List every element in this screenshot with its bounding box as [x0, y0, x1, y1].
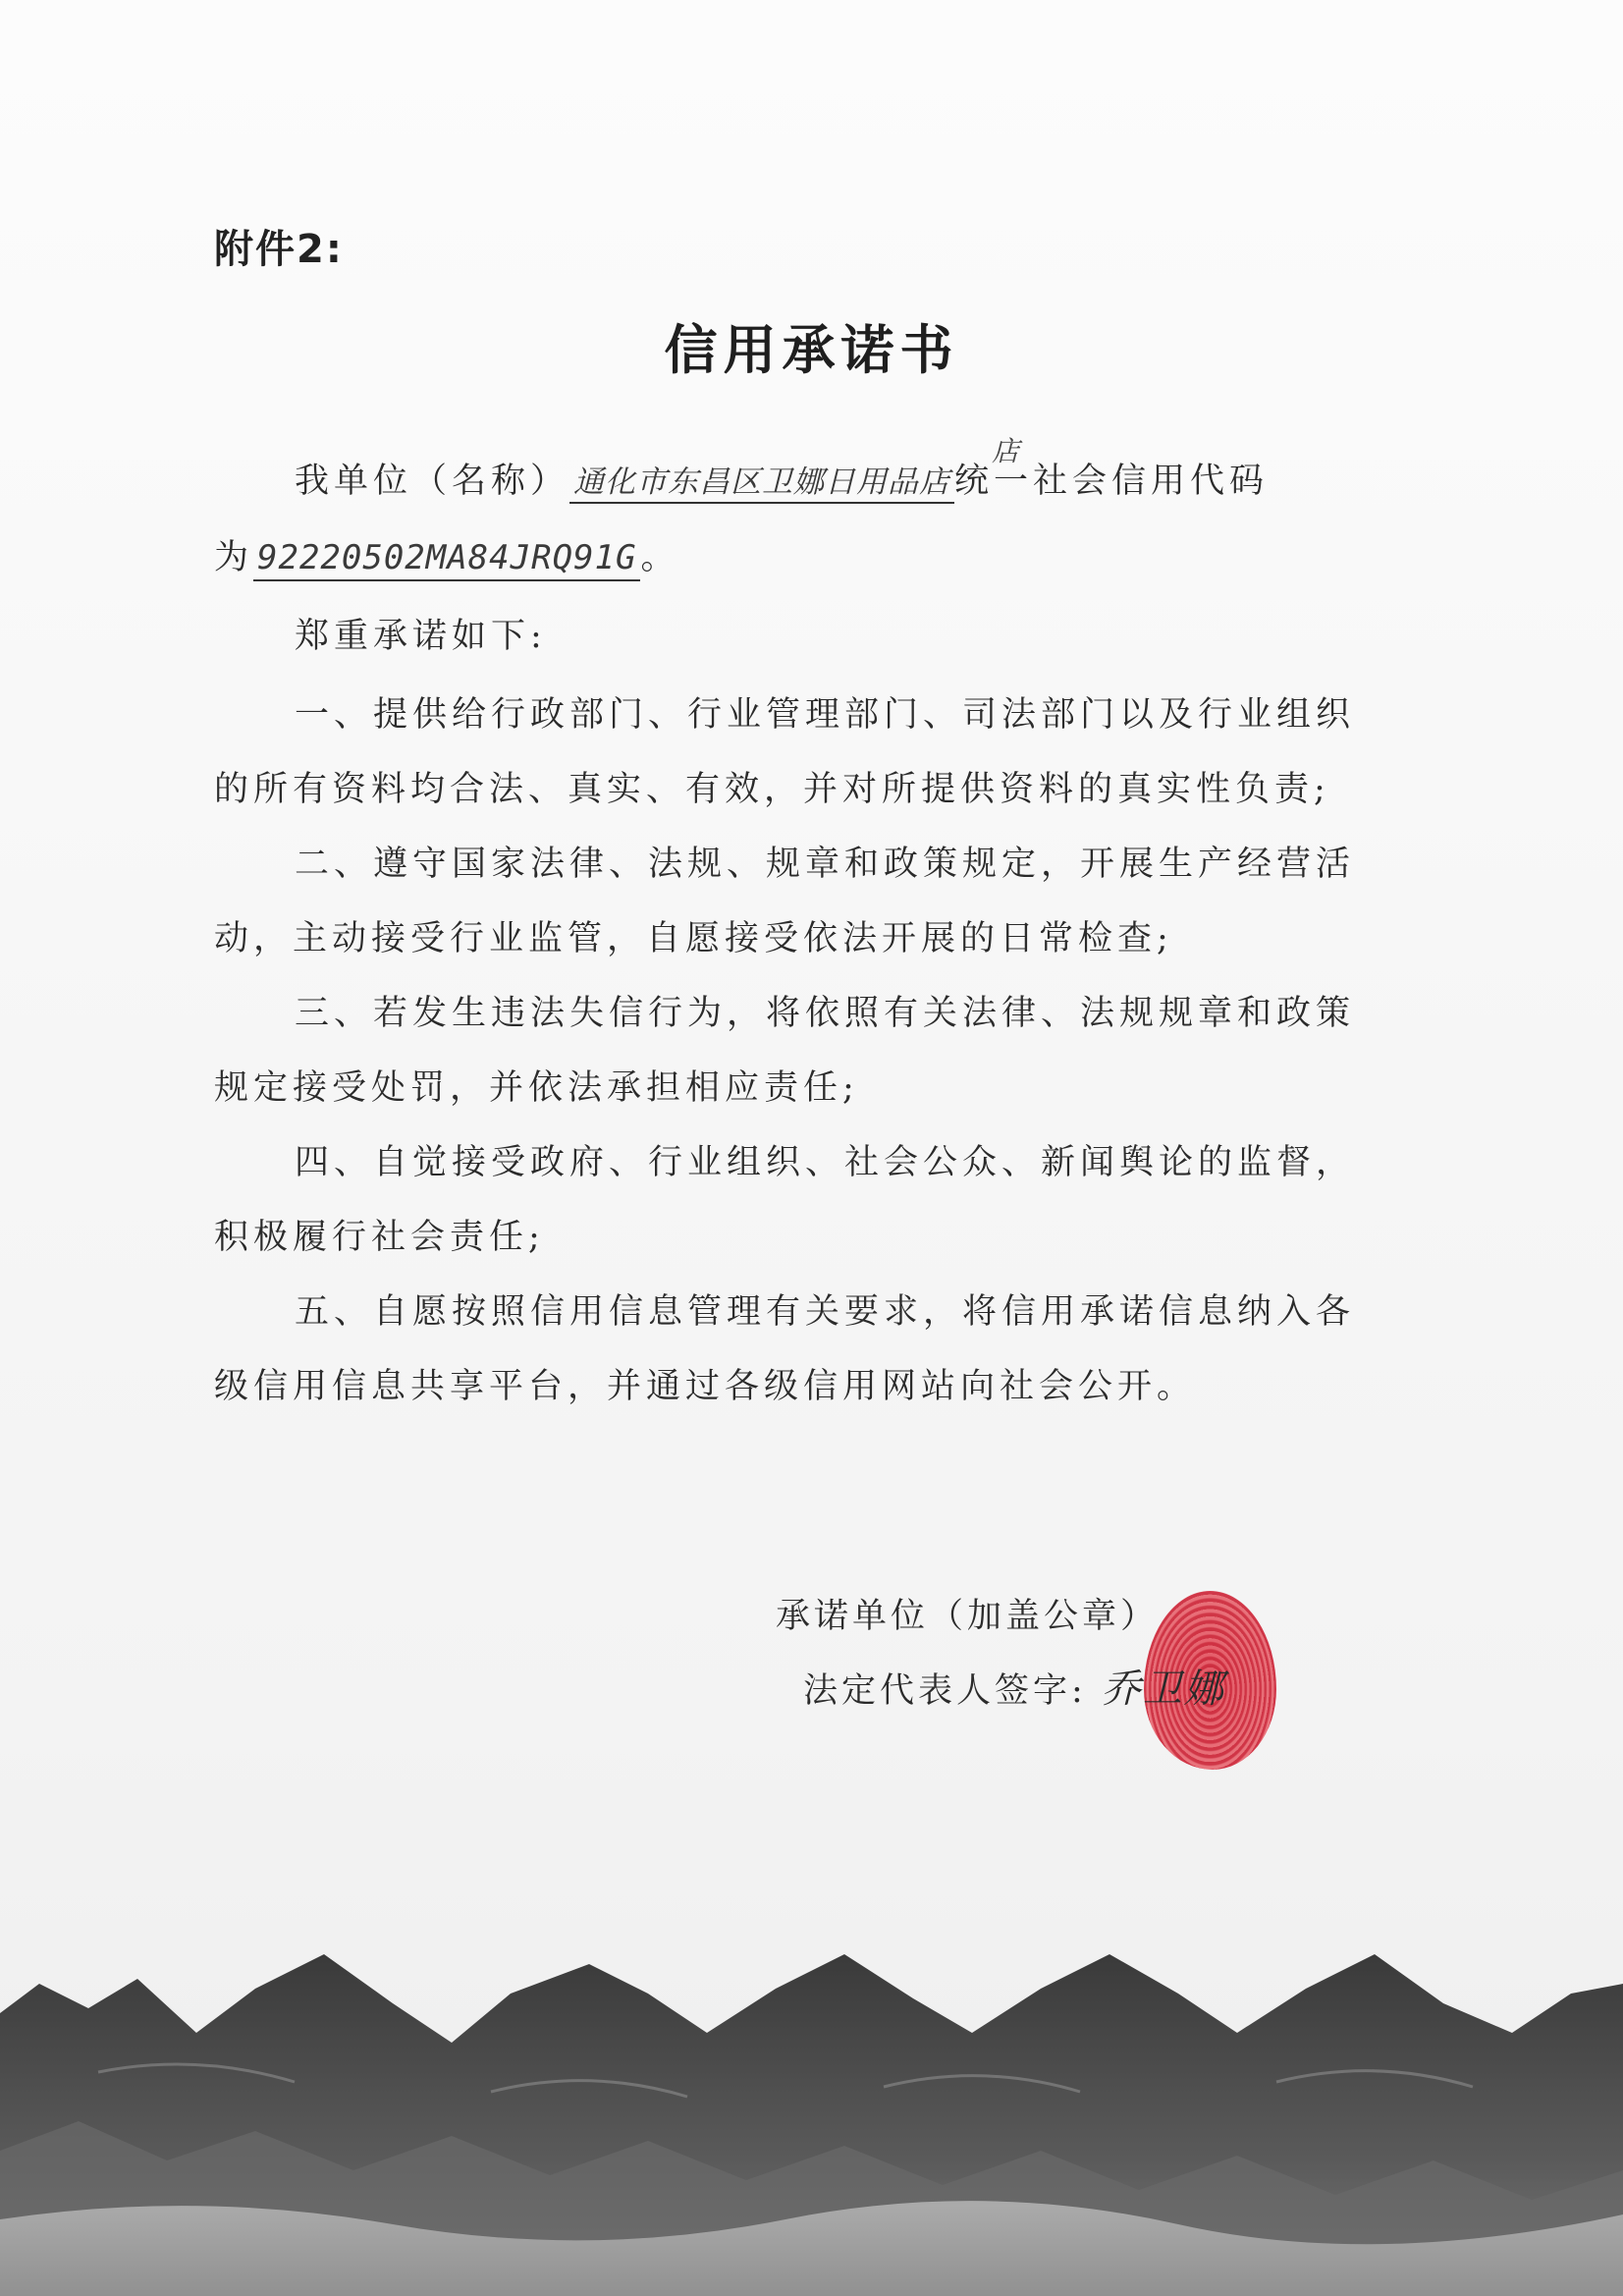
- clause-3-line-1: 三、若发生违法失信行为，将依照有关法律、法规规章和政策: [295, 994, 1356, 1033]
- handwritten-insert-note: 店: [992, 435, 1020, 467]
- handwritten-credit-code: 92220502MA84JRQ91G: [253, 538, 640, 581]
- intro-prefix: 我单位（名称）: [295, 462, 570, 501]
- code-suffix: 。: [640, 538, 680, 577]
- document-title: 信用承诺书: [664, 319, 959, 381]
- intro-line-1: [295, 454, 1269, 503]
- clause-4-line-1: 四、自觉接受政府、行业组织、社会公众、新闻舆论的监督，: [295, 1143, 1356, 1182]
- unit-seal-label: 承诺单位（加盖公章）: [776, 1597, 1160, 1636]
- annex-label: 附件2:: [214, 227, 344, 272]
- legal-rep-signature-row: [803, 1658, 1225, 1714]
- clause-1-line-1: 一、提供给行政部门、行业管理部门、司法部门以及行业组织: [295, 695, 1356, 735]
- code-prefix: 为: [214, 538, 254, 577]
- clause-5-line-2: 级信用信息共享平台，并通过各级信用网站向社会公开。: [214, 1367, 1197, 1406]
- mountain-watermark: [0, 1895, 1623, 2296]
- clause-3-line-2: 规定接受处罚，并依法承担相应责任;: [214, 1068, 859, 1108]
- handwritten-unit-name: 通化市东昌区卫娜日用品店: [569, 465, 954, 504]
- handwritten-signature: 乔卫娜: [1101, 1667, 1225, 1712]
- clause-1-line-2: 的所有资料均合法、真实、有效，并对所提供资料的真实性负责;: [214, 770, 1330, 809]
- intro-line-2: [214, 530, 680, 579]
- intro-suffix: 统一社会信用代码: [954, 462, 1270, 501]
- clause-2-line-1: 二、遵守国家法律、法规、规章和政策规定，开展生产经营活: [295, 845, 1356, 884]
- pledge-intro: 郑重承诺如下:: [295, 617, 547, 656]
- legal-rep-label: 法定代表人签字:: [803, 1671, 1087, 1711]
- clause-5-line-1: 五、自愿按照信用信息管理有关要求，将信用承诺信息纳入各: [295, 1292, 1356, 1332]
- clause-2-line-2: 动，主动接受行业监管，自愿接受依法开展的日常检查;: [214, 919, 1173, 958]
- clause-4-line-2: 积极履行社会责任;: [214, 1218, 545, 1257]
